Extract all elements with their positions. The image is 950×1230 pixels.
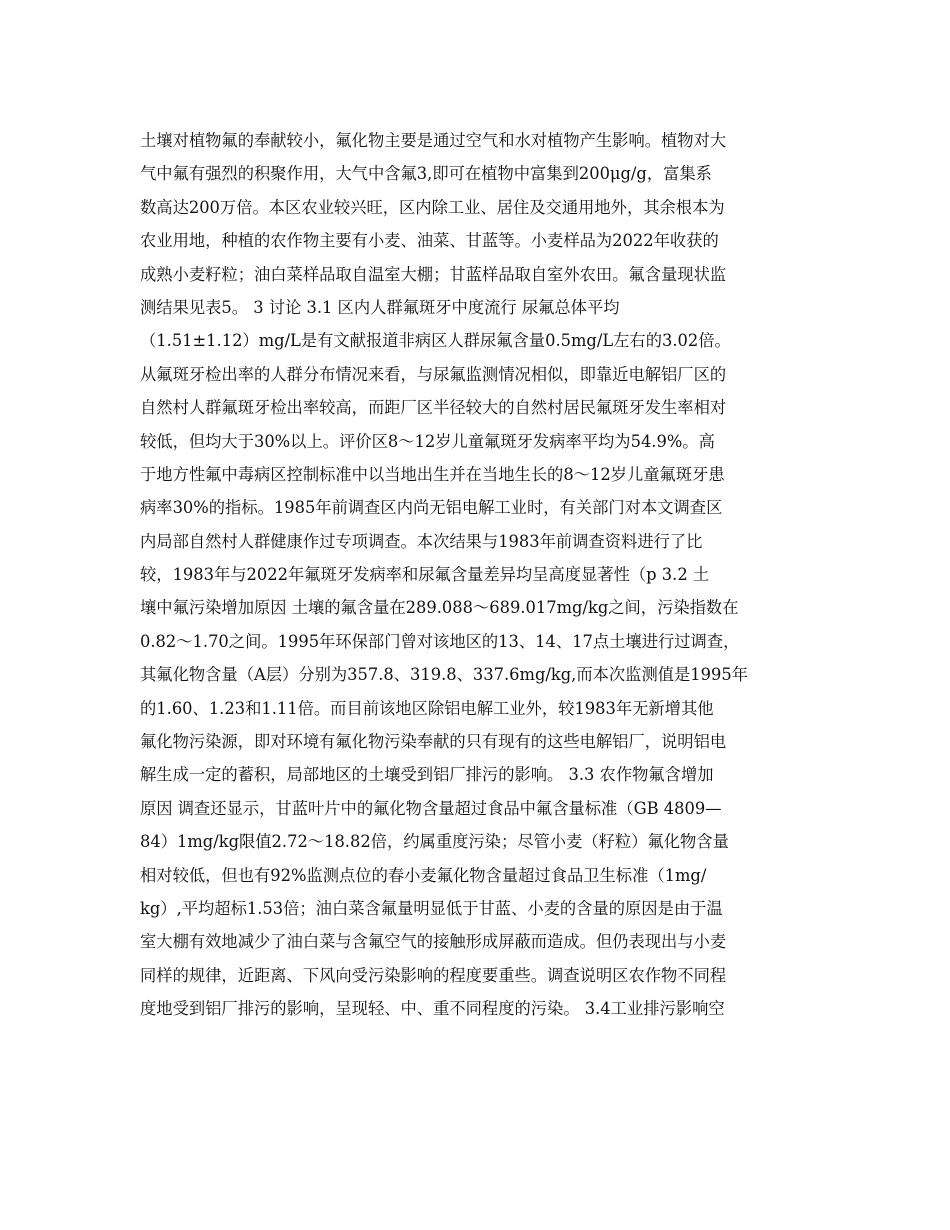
- text-line: 84）1mg/kg限值2.72～18.82倍，约属重度污染；尽管小麦（籽粒）氟化物含量: [140, 832, 729, 852]
- text-line: 氟化物污染源，即对环境有氟化物污染奉献的只有现有的这些电解铝厂，说明铝电: [140, 732, 727, 752]
- text-line: 其氟化物含量（A层）分别为357.8、319.8、337.6mg/kg,而本次监测值是1995年: [140, 665, 749, 685]
- text-line: （1.51±1.12）mg/L是有文献报道非病区人群尿氟含量0.5mg/L左右的3.02倍。: [140, 331, 731, 351]
- text-line: 自然村人群氟斑牙检出率较高，而距厂区半径较大的自然村居民氟斑牙发生率相对: [140, 398, 727, 418]
- text-line: kg）,平均超标1.53倍；油白菜含氟量明显低于甘蓝、小麦的含量的原因是由于温: [140, 898, 723, 918]
- text-line: 较，1983年与2022年氟斑牙发病率和尿氟含量差异均呈高度显著性（p 3.2 土: [140, 565, 710, 585]
- text-line: 同样的规律，近距离、下风向受污染影响的程度要重些。调查说明区农作物不同程: [140, 965, 727, 985]
- text-line: 数高达200万倍。本区农业较兴旺，区内除工业、居住及交通用地外，其余根本为: [140, 197, 725, 217]
- text-line: 成熟小麦籽粒；油白菜样品取自温室大棚；甘蓝样品取自室外农田。氟含量现状监: [140, 264, 727, 284]
- text-line: 解生成一定的蓄积，局部地区的土壤受到铝厂排污的影响。 3.3 农作物氟含增加: [140, 765, 714, 785]
- text-line: 的1.60、1.23和1.11倍。而目前该地区除铝电解工业外，较1983年无新增其他: [140, 698, 714, 718]
- text-line: 从氟斑牙检出率的人群分布情况来看，与尿氟监测情况相似，即靠近电解铝厂区的: [140, 364, 727, 384]
- text-line: 室大棚有效地减少了油白菜与含氟空气的接触形成屏蔽而造成。但仍表现出与小麦: [140, 932, 727, 952]
- text-line: 内局部自然村人群健康作过专项调查。本次结果与1983年前调查资料进行了比: [140, 531, 703, 551]
- body-text: [140, 124, 812, 1026]
- text-line: 于地方性氟中毒病区控制标准中以当地出生并在当地生长的8～12岁儿童氟斑牙患: [140, 464, 725, 484]
- text-line: 较低，但均大于30%以上。评价区8～12岁儿童氟斑牙发病率平均为54.9%。高: [140, 431, 715, 451]
- text-line: 气中氟有强烈的积聚作用，大气中含氟3,即可在植物中富集到200μg/g，富集系: [140, 164, 712, 184]
- text-line: 农业用地，种植的农作物主要有小麦、油菜、甘蓝等。小麦样品为2022年收获的: [140, 231, 719, 251]
- text-line: 壤中氟污染增加原因 土壤的氟含量在289.088～689.017mg/kg之间，污染指数在: [140, 598, 739, 618]
- text-line: 原因 调查还显示，甘蓝叶片中的氟化物含量超过食品中氟含量标准（GB 4809—: [140, 798, 722, 818]
- text-line: 测结果见表5。 3 讨论 3.1 区内人群氟斑牙中度流行 尿氟总体平均: [140, 297, 620, 317]
- text-line: 0.82～1.70之间。1995年环保部门曾对该地区的13、14、17点土壤进行过调查，: [140, 631, 740, 651]
- text-line: 相对较低，但也有92%监测点位的春小麦氟化物含量超过食品卫生标准（1mg/: [140, 865, 707, 885]
- text-line: 土壤对植物氟的奉献较小，氟化物主要是通过空气和水对植物产生影响。植物对大: [140, 131, 727, 150]
- text-line: 病率30%的指标。1985年前调查区内尚无铝电解工业时，有关部门对本文调查区: [140, 498, 723, 518]
- text-line: 度地受到铝厂排污的影响，呈现轻、中、重不同程度的污染。 3.4工业排污影响空: [140, 999, 725, 1019]
